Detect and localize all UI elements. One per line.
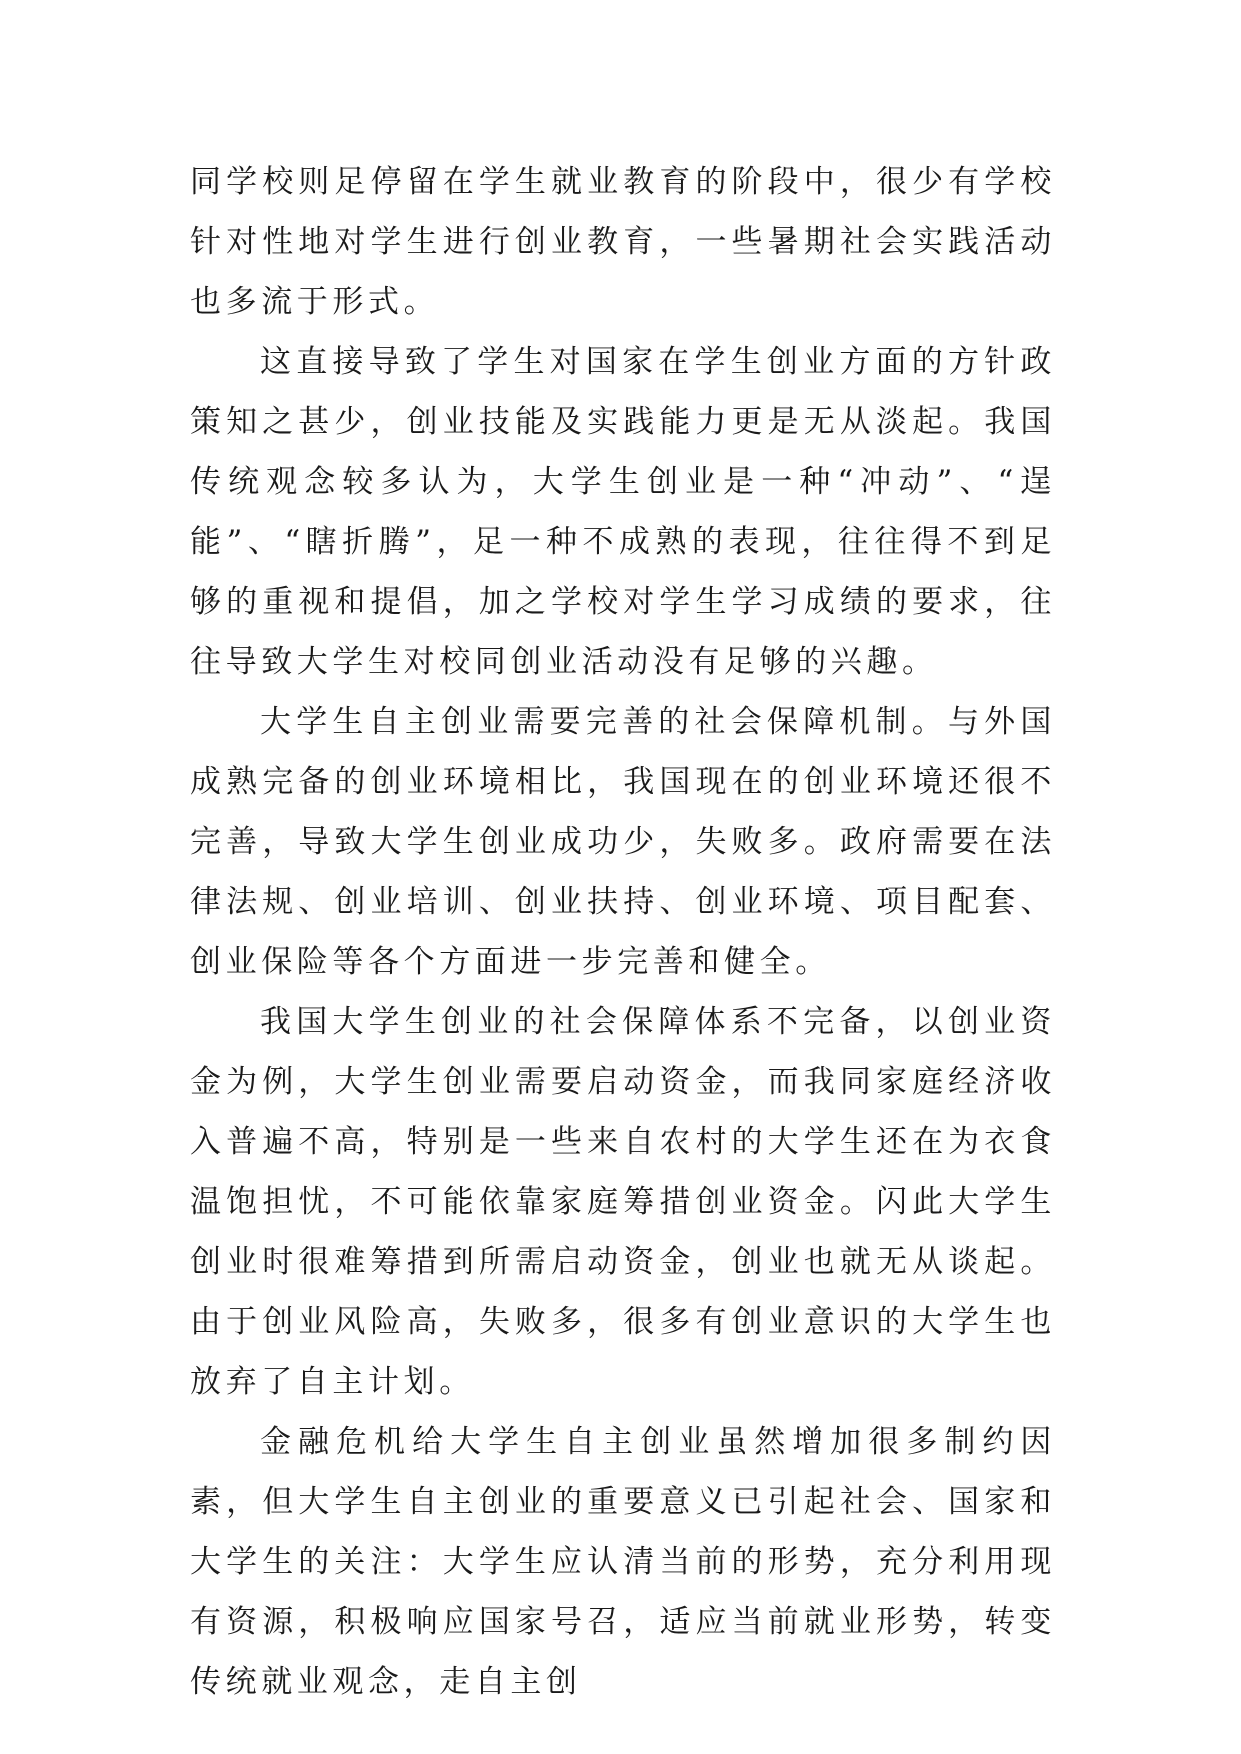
paragraph-2: 这直接导致了学生对国家在学生创业方面的方针政策知之甚少，创业技能及实践能力更是无从淡起。我国传统观念较多认为，大学生创业是一种“冲动”、“逞能”、“瞎折腾”，足一种不成熟的表现，往往得不到足够的重视和提倡，加之学校对学生学习成绩的要求，往往导致大学生对校同创业活动没有足够的兴趣。 <box>190 344 1056 680</box>
paragraph-4: 我国大学生创业的社会保障体系不完备，以创业资金为例，大学生创业需要启动资金，而我同家庭经济收入普遍不高，特别是一些来自农村的大学生还在为衣食温饱担忧，不可能依靠家庭筹措创业资金。闪此大学生创业时很难筹措到所需启动资金，创业也就无从谈起。由于创业风险高，失败多，很多有创业意识的大学生也放弃了自主计划。 <box>190 1004 1056 1400</box>
body-text <box>190 152 1056 1712</box>
paragraph-5: 金融危机给大学生自主创业虽然增加很多制约因素，但大学生自主创业的重要意义已引起社会、国家和大学生的关注：大学生应认清当前的形势，充分利用现有资源，积极响应国家号召，适应当前就业形势，转变传统就业观念，走自主创 <box>190 1424 1056 1700</box>
paragraph-1: 同学校则足停留在学生就业教育的阶段中，很少有学校针对性地对学生进行创业教育，一些暑期社会实践活动也多流于形式。 <box>190 164 1056 320</box>
paragraph-3: 大学生自主创业需要完善的社会保障机制。与外国成熟完备的创业环境相比，我国现在的创业环境还很不完善，导致大学生创业成功少，失败多。政府需要在法律法规、创业培训、创业扶持、创业环境、项目配套、创业保险等各个方面进一步完善和健全。 <box>190 704 1056 980</box>
